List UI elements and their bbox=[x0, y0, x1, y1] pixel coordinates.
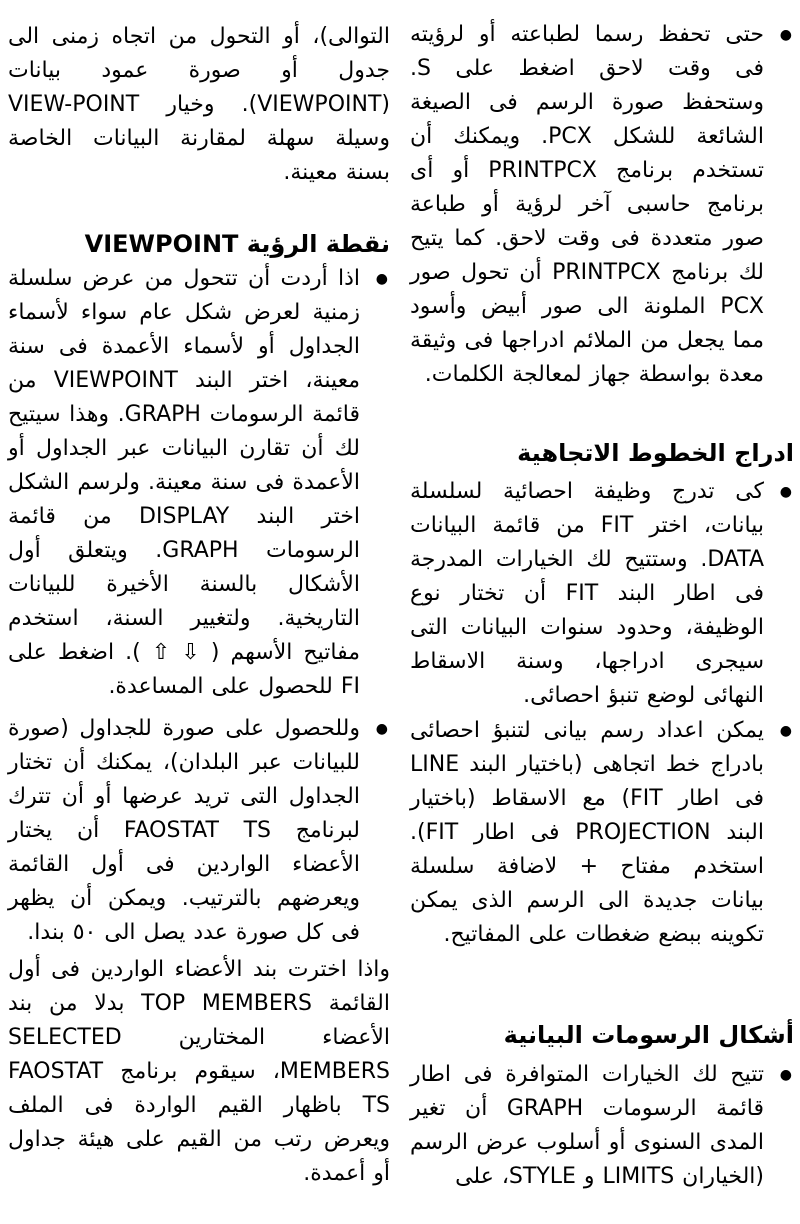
bullet-item-table-picture bbox=[8, 712, 390, 950]
section-heading-graph-formats: أشكال الرسومات البيانية bbox=[503, 1021, 794, 1049]
bullet-item-fit-function bbox=[410, 475, 794, 713]
bullet-marker: ● bbox=[779, 723, 792, 739]
paragraph-text: وللحصول على صورة للجداول (صورة للبيانات عبر البلدان)، يمكنك أن تختار الجداول التى تريد عرضها أو أن تترك لبرنامج FAOSTAT TS أن يختار الأعضاء الواردين فى أول القائمة ويعرضهم بالترتيب. ويمكن أن يظهر فى كل صورة عدد يصل الى ٥٠ بندا. bbox=[8, 716, 360, 945]
paragraph-viewpoint-intro: التوالى)، أو التحول من اتجاه زمنى الى جدول أو صورة عمود بيانات (VIEWPOINT). وخيار VIEW-POINT وسيلة سهلة لمقارنة البيانات الخاصة بسنة معينة. bbox=[8, 24, 390, 185]
section-heading-viewpoint: نقطة الرؤية VIEWPOINT bbox=[84, 230, 390, 258]
bullet-marker: ● bbox=[375, 271, 388, 287]
paragraph-text: يمكن اعداد رسم بيانى لتنبؤ احصائى بادراج خط اتجاهى (باختيار البند LINE فى اطار FIT) مع الاسقاط (باختيار البند PROJECTION فى اطار FIT). استخدم مفتاح + لاضافة سلسلة بيانات جديدة الى الرسم الذى يمكن تكوينه ببضع ضغطات على المفاتيح. bbox=[410, 718, 764, 947]
column-left bbox=[8, 0, 390, 1224]
bullet-item-viewpoint-switch bbox=[8, 262, 390, 704]
bullet-item-forecast-graph bbox=[410, 714, 794, 952]
paragraph-text: اذا أردت أن تتحول من عرض سلسلة زمنية لعرض شكل عام سواء لأسماء الجداول أو لأسماء الأعمدة فى سنة معينة، اختر البند VIEWPOINT من قائمة الرسومات GRAPH. وهذا سيتيح لك أن تقارن البيانات عبر الجداول أو الأعمدة فى سنة معينة. ولرسم الشكل اختر البند DISPLAY من قائمة الرسومات GRAPH. ويتعلق أول الأشكال بالسنة الأخيرة للبيانات التاريخية. ولتغيير السنة، استخدم مفاتيح الأسهم ⁦( ⇧ ⇩ )⁩. اضغط على FI للحصول على المساعدة. bbox=[8, 266, 360, 699]
paragraph-top-members: واذا اخترت بند الأعضاء الواردين فى أول القائمة TOP MEMBERS بدلا من بند الأعضاء المختارين SELECTED MEMBERS، سيقوم برنامج FAOSTAT TS باظهار القيم الواردة فى الملف ويعرض رتب من القيم على هيئة جداول أو أعمدة. bbox=[8, 957, 391, 1186]
bullet-marker: ● bbox=[779, 484, 792, 500]
bullet-marker: ● bbox=[779, 27, 792, 43]
paragraph-text: حتى تحفظ رسما لطباعته أو لرؤيته فى وقت لاحق اضغط على S. وستحفظ صورة الرسم فى الصيغة الشائعة للشكل PCX. ويمكنك أن تستخدم برنامج PRINTPCX أو أى برنامج حاسبى آخر لرؤية أو طباعة صور متعددة فى وقت لاحق. كما يتيح لك برنامج PRINTPCX أن تحول صور PCX الملونة الى صور أبيض وأسود مما يجعل من الملائم ادراجها فى وثيقة معدة بواسطة جهاز لمعالجة الكلمات. bbox=[410, 22, 765, 387]
column-right bbox=[410, 0, 794, 1224]
section-heading-trend-lines: ادراج الخطوط الاتجاهية bbox=[517, 439, 794, 467]
paragraph-text: كى تدرج وظيفة احصائية لسلسلة بيانات، اختر FIT من قائمة البيانات DATA. وستتيح لك الخيارات المدرجة فى اطار البند FIT أن تختار نوع الوظيفة، وحدود سنوات البيانات التى سيجرى ادراجها، وسنة الاسقاط النهائى لوضع تنبؤ احصائى. bbox=[410, 479, 765, 708]
paragraph-text: تتيح لك الخيارات المتوافرة فى اطار قائمة الرسومات GRAPH أن تغير المدى السنوى أو أسلوب عرض الرسم (الخياران LIMITS و STYLE، على bbox=[410, 1062, 764, 1189]
bullet-item-save-graph bbox=[410, 18, 794, 392]
bullet-marker: ● bbox=[375, 721, 388, 737]
bullet-marker: ● bbox=[779, 1067, 792, 1083]
bullet-item-graph-options bbox=[410, 1058, 794, 1194]
